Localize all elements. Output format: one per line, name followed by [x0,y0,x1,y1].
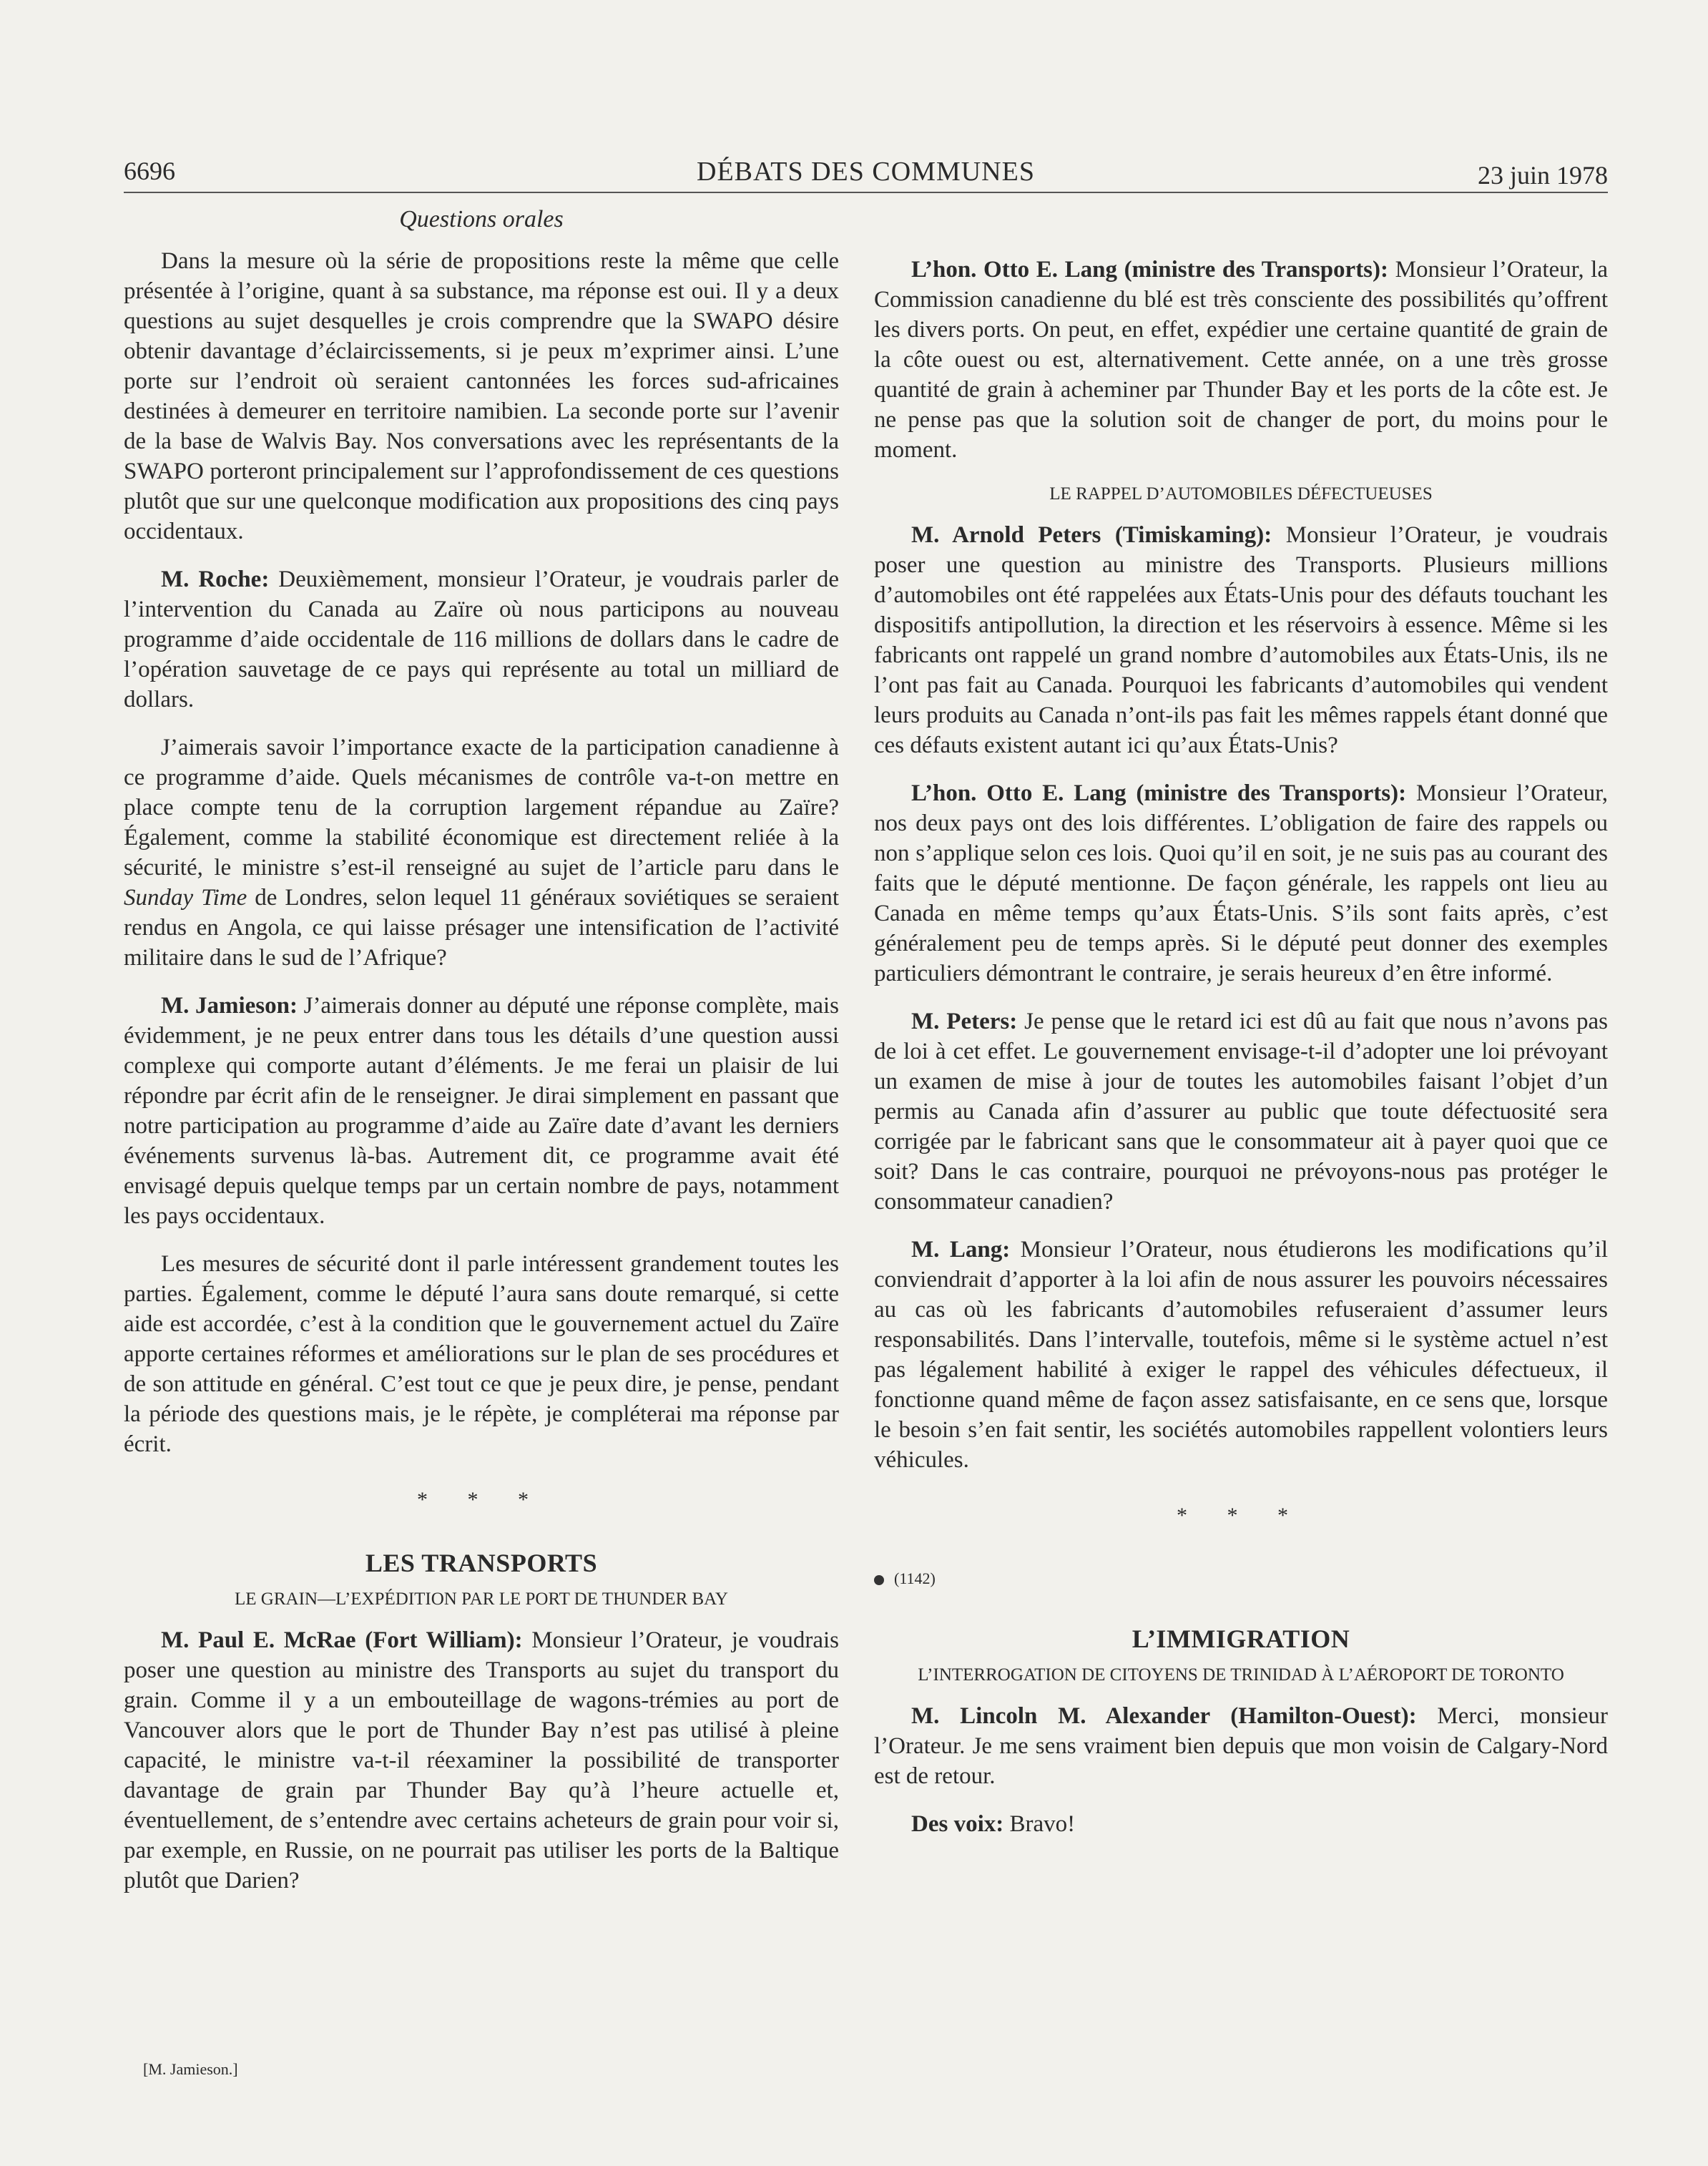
speech-text: Monsieur l’Orateur, la Commission canadienne du blé est très consciente des possibilités qu’offrent les divers ports. On peut, en effet, expédier une certaine quantité de grain de la côte ouest ou est, alternativement. Cette année, on a une très grosse quantité de grain à acheminer par Thunder Bay et les ports de la côte est. Je ne pense pas que la solution soit de changer de port, du moins pour le moment. [874,257,1609,463]
section-subheading: L’INTERROGATION DE CITOYENS DE TRINIDAD À L’AÉROPORT DE TORONTO [918,1665,1564,1685]
paragraph [874,1006,1608,1217]
page-header [124,156,1608,193]
paragraph [124,732,839,973]
section-separator: * * * [1177,1504,1305,1527]
speaker-name: M. Paul E. McRae (Fort William): [161,1627,523,1653]
speaker-name: M. Roche: [161,567,270,592]
speaker-name: L’hon. Otto E. Lang (ministre des Transports): [911,257,1389,283]
journal-title: DÉBATS DES COMMUNES [697,157,1035,187]
speaker-name: M. Arnold Peters (Timiskaming): [911,522,1272,548]
speech-text: de Londres, selon lequel 11 généraux soviétiques se seraient rendus en Angola, ce qui laisse présager une intensification de l’activité militaire dans le sud de l’Afrique? [124,885,839,971]
page-number: 6696 [124,157,175,185]
paragraph: Les mesures de sécurité dont il parle intéressent grandement toutes les parties. Également, comme le député l’aura sans doute remarqué, si cette aide est accordée, c’est à la condition que le gouvernement actuel du Zaïre apporte certaines réformes et améliorations sur le plan de ses procédures et de son attitude en général. C’est tout ce que je peux dire, je pense, pendant la période des questions mais, je le répète, je compléterai ma réponse par écrit. [124,1251,839,1457]
speech-text: Je pense que le retard ici est dû au fait que nous n’avons pas de loi à cet effet. Le gouvernement envisage-t-il d’adopter une loi prévoyant un examen de mise à jour de toutes les automobiles faisant l’objet d’un permis au Canada afin d’assurer au public que toute défectuosité sera corrigée par le fabricant sans que le consommateur ait à payer quoi que ce soit? Dans le cas contraire, pourquoi ne prévoyons-nous pas protéger le consommateur canadien? [874,1009,1608,1215]
paragraph [874,255,1608,465]
speech-text: J’aimerais donner au député une réponse complète, mais évidemment, je ne peux entrer dans tous les détails d’une question aussi complexe qui comporte autant d’éléments. Je me ferai un plaisir de lui répondre par écrit afin de le renseigner. Je dirai simplement en passant que notre participation au programme d’aide au Zaïre date d’avant les derniers événements survenus là-bas. Autrement dit, ce programme avait été envisagé depuis quelque temps par un certain nombre de pays, notamment les pays occidentaux. [124,993,839,1229]
speaker-name: Des voix: [911,1811,1004,1837]
section-heading: LES TRANSPORTS [365,1549,598,1577]
paragraph [124,564,839,715]
speech-text: J’aimerais savoir l’importance exacte de la participation canadienne à ce programme d’aide. Quels mécanismes de contrôle va-t-on mettre en place compte tenu de la corruption largement répandue au Zaïre? Également, comme la stabilité économique est directement reliée à la sécurité, le ministre s’est-il renseigné au sujet de l’article paru dans le [124,735,839,881]
paragraph [874,1701,1608,1791]
speech-text: Monsieur l’Orateur, je voudrais poser une question au ministre des Transports au sujet du transport du grain. Comme il y a un embouteillage de wagons-trémies au port de Vancouver alors que le port de Thunder Bay n’est pas utilisé à pleine capacité, le ministre va-t-il réexaminer la possibilité de transporter davantage de grain par Thunder Bay qu’à l’heure actuelle et, éventuellement, de s’entendre avec certains acheteurs de grain pour voir si, par exemple, en Russie, on ne pourrait pas utiliser les ports de la Baltique plutôt que Darien? [124,1627,840,1893]
speech-text: Bravo! [1003,1811,1076,1837]
paragraph [874,520,1608,760]
speaker-name: M. Lang: [911,1237,1011,1263]
speech-text: Merci, monsieur l’Orateur. Je me sens vraiment bien depuis que mon voisin de Calgary-Nord est de retour. [874,1703,1608,1789]
paragraph [124,1625,839,1896]
section-subheading: LE RAPPEL D’AUTOMOBILES DÉFECTUEUSES [1049,484,1433,504]
speaker-name: M. Peters: [911,1009,1018,1034]
paragraph: Dans la mesure où la série de propositions reste la même que celle présentée à l’origine, quant à sa substance, ma réponse est oui. Il y a deux questions au sujet desquelles je crois comprendre que la SWAPO désire obtenir davantage d’éclaircissements, si je peux m’exprimer ainsi. L’une porte sur l’endroit où seraient cantonnées les forces sud-africaines destinées à demeurer en territoire namibien. La seconde porte sur l’avenir de la base de Walvis Bay. Nos conversations avec les représentants de la SWAPO porteront principalement sur l’approfondissement de ces questions plutôt que sur une quelconque modification aux propositions des cinq pays occidentaux. [124,248,839,544]
left-column [124,246,839,1913]
speech-text: Monsieur l’Orateur, je voudrais poser une question au ministre des Transports. Plusieurs millions d’automobiles ont été rappelées aux États-Unis pour des défauts touchant les dispositifs antipollution, la direction et les réservoirs à essence. Même si les fabricants ont rappelé un grand nombre d’automobiles aux États-Unis, ils ne l’ont pas fait au Canada. Pourquoi les fabricants d’automobiles qui vendent leurs produits au Canada n’ont-ils pas fait les mêmes rappels étant donné que ces défauts existent autant ici qu’aux États-Unis? [874,522,1608,758]
speaker-name: M. Lincoln M. Alexander (Hamilton-Ouest): [911,1703,1417,1729]
section-label: Questions orales [399,206,564,232]
bullet-dot-icon [874,1575,884,1585]
issue-date: 23 juin 1978 [1477,161,1608,190]
publication-title: Sunday Time [124,885,247,911]
paragraph [124,991,839,1231]
speaker-name: M. Jamieson: [161,993,298,1019]
paragraph [874,1235,1608,1475]
time-marker-text: (1142) [894,1569,936,1587]
speaker-name: L’hon. Otto E. Lang (ministre des Transports): [911,780,1407,806]
paragraph [874,1809,1608,1839]
paragraph [874,778,1608,989]
section-separator: * * * [417,1488,546,1511]
section-subheading: LE GRAIN—L’EXPÉDITION PAR LE PORT DE THUNDER BAY [235,1589,728,1609]
speech-text: Deuxièmement, monsieur l’Orateur, je voudrais parler de l’intervention du Canada au Zaïre où nous participons au nouveau programme d’aide occidentale de 116 millions de dollars dans le cadre de l’opération sauvetage de ce pays qui représente au total un milliard de dollars. [124,567,839,712]
footer-note: [M. Jamieson.] [143,2060,238,2078]
right-column [874,255,1608,1857]
speech-text: Monsieur l’Orateur, nos deux pays ont des lois différentes. L’obligation de faire des rappels ou non s’applique selon ces lois. Quoi qu’il en soit, je ne suis pas au courant des faits que le député mentionne. De façon générale, les rappels ont lieu au Canada en même temps qu’aux États-Unis. S’ils sont faits après, c’est généralement peu de temps après. Si le député peut donner des exemples particuliers démontrant le contraire, je serais heureux d’en être informé. [874,780,1608,986]
section-heading: L’IMMIGRATION [1132,1624,1350,1653]
time-marker [874,1564,1608,1594]
speech-text: Monsieur l’Orateur, nous étudierons les modifications qu’il conviendrait d’apporter à la loi afin de nous assurer les pouvoirs nécessaires au cas où les fabricants d’automobiles refuseraient d’assumer leurs responsabilités. Dans l’intervalle, toutefois, même si le système actuel n’est pas légalement habilité à exiger le rappel des véhicules défectueux, il fonctionne quand même de façon assez satisfaisante, en ce sens que, lorsque le besoin s’en fait sentir, les sociétés automobiles rappellent volontiers leurs véhicules. [874,1237,1609,1473]
